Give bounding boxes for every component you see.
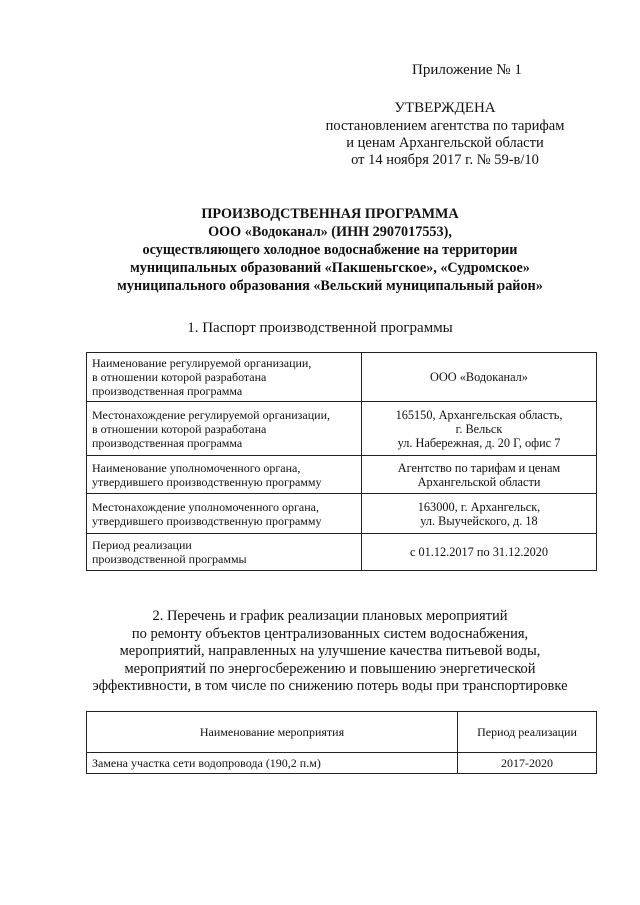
passport-key xyxy=(87,402,362,456)
section2-line: по ремонту объектов централизованных систем водоснабжения, xyxy=(131,625,529,642)
passport-key xyxy=(87,456,362,494)
key-line: в отношении которой разработана xyxy=(92,370,267,384)
approval-line: и ценам Архангельской области xyxy=(346,135,544,151)
approval-heading: УТВЕРЖДЕНА xyxy=(394,100,496,116)
value-line: Агентство по тарифам и ценам xyxy=(397,460,561,475)
measure-period-cell: 2017-2020 xyxy=(458,753,597,774)
section2-line: эффективности, в том числе по снижению потерь воды при транспортировке xyxy=(92,678,568,694)
title-line: муниципальных образований «Пакшеньгское», «Судромское» xyxy=(130,260,530,276)
value-line: г. Вельск xyxy=(455,421,503,436)
value-line: Архангельской области xyxy=(417,474,541,489)
title-line: ПРОИЗВОДСТВЕННАЯ ПРОГРАММА xyxy=(201,206,459,222)
section2-line: мероприятий по энергосбережению и повышению энергетической xyxy=(124,660,536,677)
title-line: муниципального образования «Вельский муниципальный район» xyxy=(117,278,543,294)
value-line: ул. Выучейского, д. 18 xyxy=(420,513,538,528)
passport-value xyxy=(362,402,597,456)
key-line: утвердившего производственную программу xyxy=(92,513,322,528)
title-line: осуществляющего холодное водоснабжение на территории xyxy=(142,242,518,258)
passport-value xyxy=(362,494,597,534)
key-line: производственной программы xyxy=(92,552,247,566)
table-header-row xyxy=(87,712,597,753)
table-row xyxy=(87,353,597,402)
column-header: Наименование мероприятия xyxy=(87,712,458,753)
measure-name-cell: Замена участка сети водопровода (190,2 п.м) xyxy=(87,753,458,774)
key-line: в отношении которой разработана xyxy=(92,421,267,436)
section1-title: 1. Паспорт производственной программы xyxy=(187,320,453,336)
passport-value xyxy=(362,456,597,494)
value-line: 163000, г. Архангельск, xyxy=(417,499,541,514)
section2-line: 2. Перечень и график реализации плановых мероприятий xyxy=(152,608,508,624)
value-line: 165150, Архангельская область, xyxy=(395,407,563,422)
table-row xyxy=(87,534,597,571)
column-header: Период реализации xyxy=(458,712,597,753)
passport-key xyxy=(87,494,362,534)
approval-line: от 14 ноября 2017 г. № 59-в/10 xyxy=(351,152,539,168)
table-row xyxy=(87,753,597,774)
passport-value xyxy=(362,534,597,571)
value-line: ООО «Водоканал» xyxy=(430,370,528,384)
passport-key xyxy=(87,353,362,402)
key-line: Наименование регулируемой организации, xyxy=(92,356,312,370)
value-line: с 01.12.2017 по 31.12.2020 xyxy=(409,545,549,559)
key-line: Местонахождение регулируемой организации, xyxy=(92,407,331,422)
appendix-label: Приложение № 1 xyxy=(412,62,522,78)
table-row xyxy=(87,456,597,494)
key-line: утвердившего производственную программу xyxy=(92,474,322,489)
key-line: Местонахождение уполномоченного органа, xyxy=(92,499,319,514)
measures-table xyxy=(86,711,597,774)
passport-table xyxy=(86,352,597,571)
key-line: Период реализации xyxy=(92,538,192,552)
document-title xyxy=(60,205,600,295)
approval-block xyxy=(300,100,590,169)
table-row xyxy=(87,494,597,534)
approval-line: постановлением агентства по тарифам xyxy=(325,118,565,134)
value-line: ул. Набережная, д. 20 Г, офис 7 xyxy=(397,435,561,450)
section2-line: мероприятий, направленных на улучшение качества питьевой воды, xyxy=(119,643,541,659)
key-line: производственная программа xyxy=(92,384,243,398)
section2-title xyxy=(60,608,600,696)
passport-key xyxy=(87,534,362,571)
key-line: Наименование уполномоченного органа, xyxy=(92,460,301,475)
key-line: производственная программа xyxy=(92,435,243,450)
table-row xyxy=(87,402,597,456)
title-line: ООО «Водоканал» (ИНН 2907017553), xyxy=(208,224,452,240)
passport-value xyxy=(362,353,597,402)
